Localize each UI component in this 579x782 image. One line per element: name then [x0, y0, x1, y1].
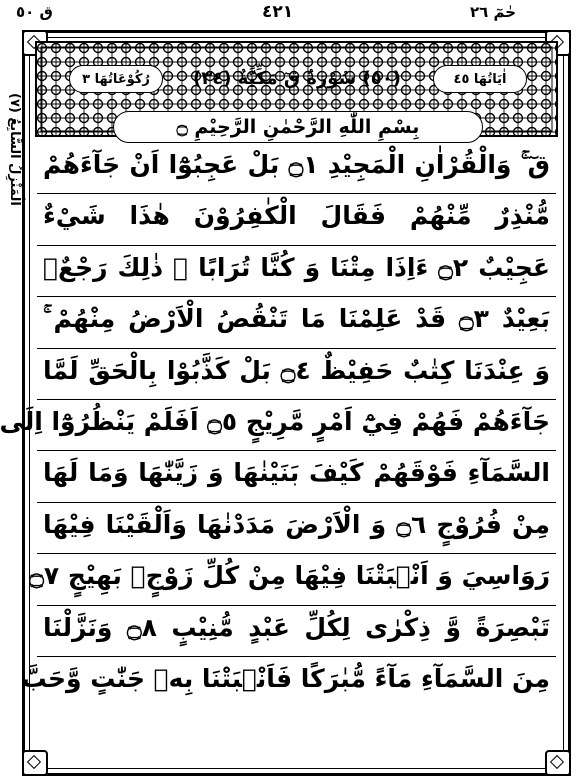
verse-line: السَّمَآءِ فَوْقَهُمْ كَيْفَ بَنَيْنٰهَا وَ زَيَّنّٰهَا وَمَا لَهَا — [37, 451, 556, 502]
verse-line: مِنَ السَّمَآءِ مَآءً مُّبٰرَكًا فَاَنْۢبَتْنَا بِهٖ جَنّٰتٍ وَّحَبَّ — [21, 663, 550, 693]
verse-line: تَبْصِرَةً وَّ ذِكْرٰى لِكُلِّ عَبْدٍ مُّنِيْبٍ ۝٨ وَنَزَّلْنَا — [37, 606, 556, 657]
verse-line: مِنْ فُرُوْجٍ ۝٦ وَ الْاَرْضَ مَدَدْنٰهَا وَاَلْقَيْنَا فِيْهَا — [37, 503, 556, 554]
manzil-marker: اَلْمَنْزِلُ السَّابِعُ (٧) — [7, 93, 22, 206]
page-number: ٤٢١ — [262, 2, 294, 22]
header-surah-name: ق ٥٠ — [16, 3, 53, 21]
surah-title: (٥٠) سُوْرَةُ قٓ مَكِّيَّةٌ (٣٤) — [193, 67, 401, 89]
verse-line: بَعِيْدٌ ۝٣ قَدْ عَلِمْنَا مَا تَنْقُصُ الْاَرْضُ مِنْهُمْ ۚ — [37, 297, 556, 348]
bismillah: بِسْمِ اللّٰهِ الرَّحْمٰنِ الرَّحِيْمِ ۝ — [113, 111, 483, 143]
verse-line: عَجِيْبٌ ۝٢ ءَاِذَا مِتْنَا وَ كُنَّا تُرَابًا ۚ ذٰلِكَ رَجْعٌۢ — [37, 246, 556, 297]
corner-ornament-icon — [545, 750, 571, 776]
header-juz-name: حٰمٓ ٢٦ — [470, 3, 517, 21]
surah-header-banner — [35, 41, 558, 137]
verse-line: مُّنْذِرٌ مِّنْهُمْ فَقَالَ الْكٰفِرُوْنَ هٰذَا شَيْءٌ — [37, 194, 556, 245]
corner-ornament-icon — [22, 750, 48, 776]
ruku-count-cartouche: رُكُوْعَاتُهَا ٣ — [69, 65, 163, 93]
verse-line: جَآءَهُمْ فَهُمْ فِيْٓ اَمْرٍ مَّرِيْجٍ ۝٥ اَفَلَمْ يَنْظُرُوْٓا اِلَى — [37, 400, 556, 451]
verse-line: وَ عِنْدَنَا كِتٰبٌ حَفِيْظٌ ۝٤ بَلْ كَذَّبُوْا بِالْحَقِّ لَمَّا — [37, 349, 556, 400]
verse-line: قٓ ۚ وَالْقُرْاٰنِ الْمَجِيْدِ ۝١ بَلْ عَجِبُوْٓا اَنْ جَآءَهُمْ — [37, 143, 556, 194]
ayat-count-cartouche: اٰيَاتُهَا ٤٥ — [433, 65, 527, 93]
verse-line: رَوَاسِيَ وَ اَنْۢبَتْنَا فِيْهَا مِنْ كُلِّ زَوْجٍۢ بَهِيْجٍ ۝٧ — [37, 554, 556, 605]
